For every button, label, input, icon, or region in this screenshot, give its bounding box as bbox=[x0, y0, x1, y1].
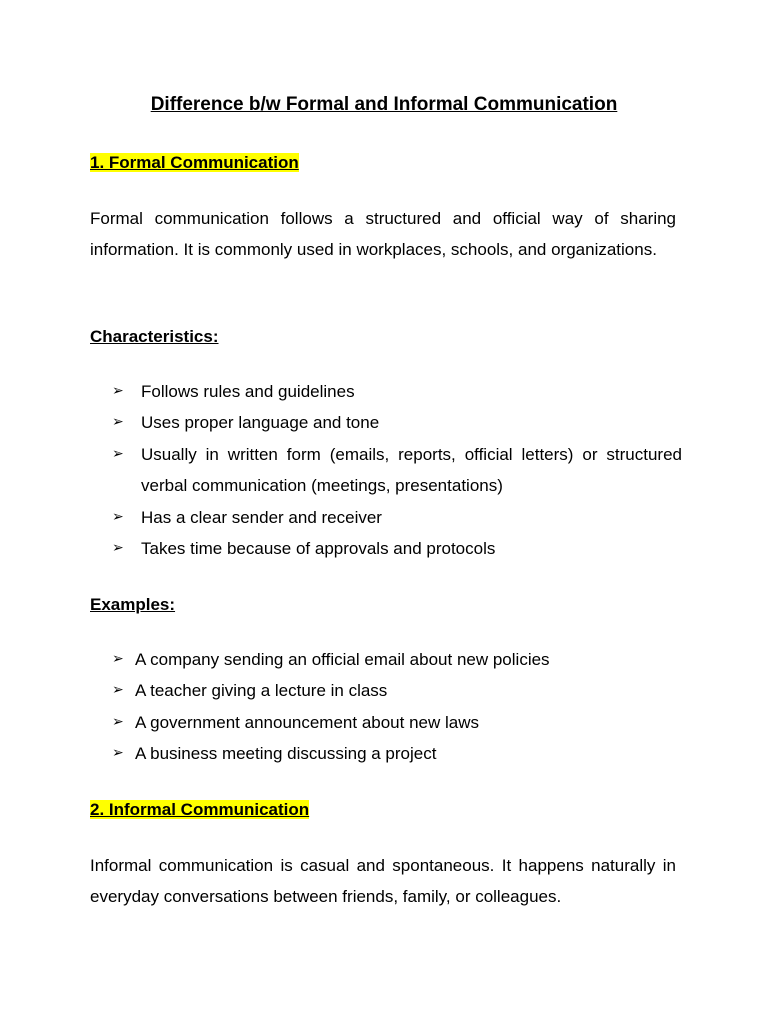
arrow-bullet-icon: ➢ bbox=[112, 713, 124, 730]
list-item bbox=[112, 407, 682, 438]
examples-heading: Examples: bbox=[90, 595, 176, 614]
formal-intro-paragraph: Formal communication follows a structured and official way of sharing information. It is commonly used in workplaces, schools, and organizations. bbox=[90, 209, 676, 260]
section-heading-informal-text: 2. Informal Communication bbox=[90, 800, 310, 819]
arrow-bullet-icon: ➢ bbox=[112, 540, 124, 557]
arrow-bullet-icon: ➢ bbox=[112, 651, 124, 667]
arrow-bullet-icon: ➢ bbox=[112, 745, 124, 762]
informal-intro-paragraph: Informal communication is casual and spontaneous. It happens naturally in everyday conversations between friends, family, or colleagues. bbox=[90, 856, 676, 907]
arrow-bullet-icon: ➢ bbox=[112, 414, 124, 431]
arrow-bullet-icon: ➢ bbox=[112, 383, 124, 399]
list-item bbox=[112, 376, 682, 407]
characteristics-list bbox=[112, 376, 682, 564]
arrow-bullet-icon: ➢ bbox=[112, 445, 124, 462]
examples-list bbox=[112, 644, 682, 770]
arrow-bullet-icon: ➢ bbox=[112, 682, 124, 699]
list-item bbox=[112, 707, 682, 738]
list-item-text: Takes time because of approvals and protocols bbox=[141, 539, 496, 559]
section-heading-formal-text: 1. Formal Communication bbox=[90, 153, 299, 172]
list-item bbox=[112, 675, 682, 706]
list-item bbox=[112, 439, 682, 502]
list-item bbox=[112, 644, 682, 675]
list-item-text: Uses proper language and tone bbox=[141, 413, 380, 433]
list-item-text: A business meeting discussing a project bbox=[135, 744, 437, 764]
arrow-bullet-icon: ➢ bbox=[112, 508, 124, 525]
list-item-text: Follows rules and guidelines bbox=[141, 382, 355, 401]
list-item bbox=[112, 738, 682, 769]
list-item bbox=[112, 533, 682, 564]
page-title: Difference b/w Formal and Informal Communication bbox=[150, 94, 618, 115]
list-item bbox=[112, 502, 682, 533]
list-item-text: Has a clear sender and receiver bbox=[141, 507, 382, 527]
section-heading-formal bbox=[90, 152, 299, 174]
list-item-text: A teacher giving a lecture in class bbox=[135, 681, 388, 701]
list-item-text: A government announcement about new laws bbox=[135, 712, 480, 732]
characteristics-heading: Characteristics: bbox=[90, 327, 219, 346]
section-heading-informal bbox=[90, 799, 309, 821]
list-item-text: Usually in written form (emails, reports, official letters) or structured verbal communication (meetings, presentations) bbox=[141, 444, 682, 496]
list-item-text: A company sending an official email about new policies bbox=[135, 650, 550, 669]
